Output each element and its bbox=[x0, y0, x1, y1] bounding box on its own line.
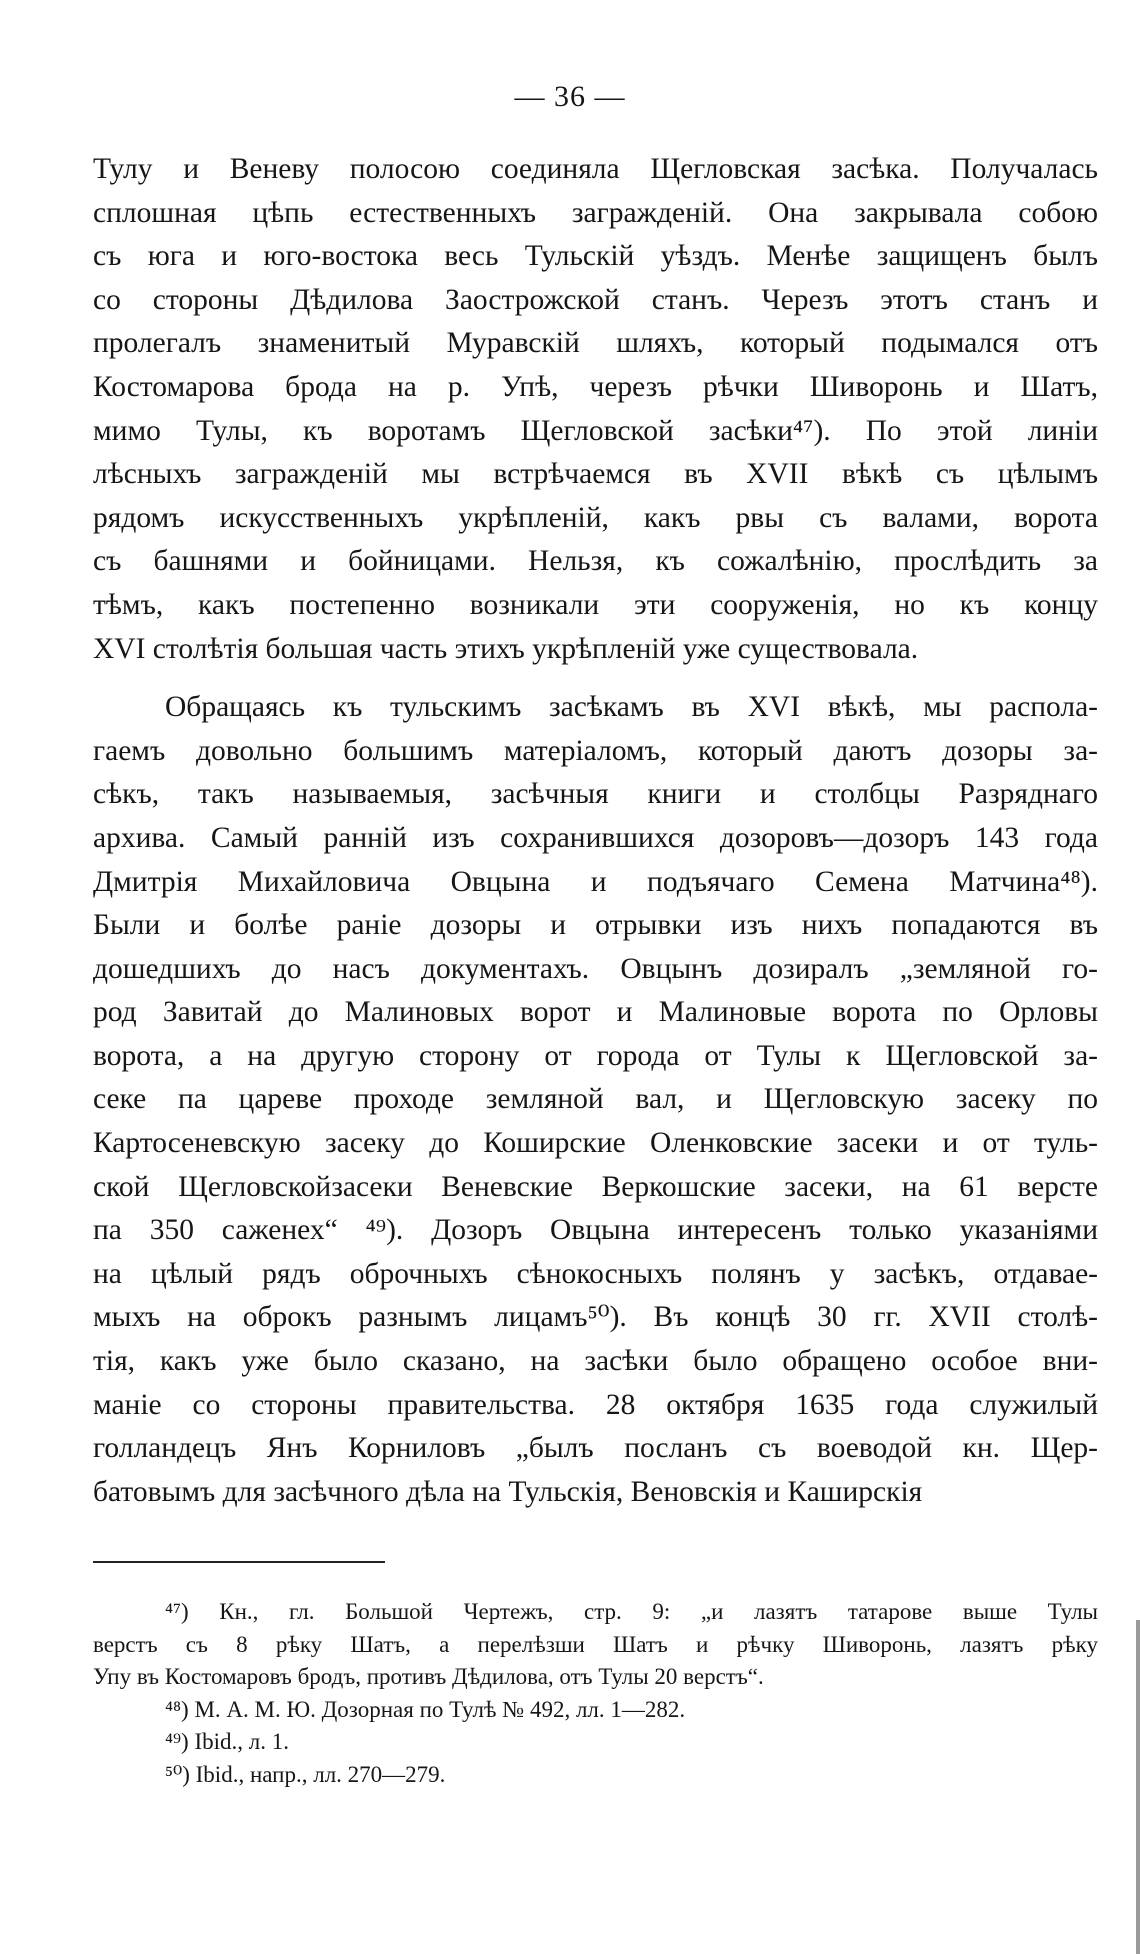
footnote-separator bbox=[93, 1561, 385, 1563]
text-line: пролегалъ знаменитый Муравскій шляхъ, который подымался отъ bbox=[93, 327, 1098, 360]
text-line: XVI столѣтія большая часть этихъ укрѣпленій уже существовала. bbox=[93, 632, 919, 665]
text-line: со стороны Дѣдилова Заострожской станъ. Черезъ этотъ станъ и bbox=[93, 283, 1098, 316]
text-line: ской Щегловскойзасеки Веневские Веркошские засеки, на 61 версте bbox=[93, 1170, 1098, 1203]
paragraph-gap bbox=[93, 671, 1098, 686]
footnote-line: ⁴⁹) Ibid., л. 1. bbox=[165, 1729, 289, 1754]
text-line: дошедшихъ до насъ документахъ. Овцынъ дозиралъ „земляной го- bbox=[93, 952, 1098, 985]
text-line: ворота, а на другую сторону от города от Тулы к Щегловской за- bbox=[93, 1039, 1098, 1072]
text-line: сплошная цѣпь естественныхъ загражденій. Она закрывала собою bbox=[93, 196, 1098, 229]
page-number: — 36 — bbox=[514, 80, 626, 113]
text-line: на цѣлый рядъ оброчныхъ сѣнокосныхъ полянъ у засѣкъ, отдавае- bbox=[93, 1257, 1098, 1290]
text-line: род Завитай до Малиновых ворот и Малиновые ворота по Орловы bbox=[93, 996, 1098, 1029]
text-line: Костомарова брода на р. Упѣ, черезъ рѣчки Шиворонь и Шатъ, bbox=[93, 370, 1098, 403]
footnotes bbox=[93, 1596, 1098, 1791]
text-line: Были и болѣе раніе дозоры и отрывки изъ нихъ попадаются въ bbox=[93, 909, 1098, 942]
text-line: маніе со стороны правительства. 28 октября 1635 года служилый bbox=[93, 1388, 1098, 1421]
text-line: рядомъ искусственныхъ укрѣпленій, какъ рвы съ валами, ворота bbox=[93, 501, 1098, 534]
text-line: батовымъ для засѣчного дѣла на Тульскія, Веновскія и Каширскія bbox=[93, 1475, 923, 1508]
text-line: Обращаясь къ тульскимъ засѣкамъ въ XVI вѣкѣ, мы располa- bbox=[165, 691, 1098, 724]
footnote-line: Упу въ Костомаровъ бродъ, противъ Дѣдилова, отъ Тулы 20 верстъ“. bbox=[93, 1664, 764, 1689]
footnote-line: ⁵⁰) Ibid., напр., лл. 270—279. bbox=[165, 1761, 446, 1787]
text-line: па 350 саженех“ ⁴⁹). Дозоръ Овцына интересенъ только указаніями bbox=[93, 1214, 1098, 1247]
text-line: съ башнями и бойницами. Нельзя, къ сожалѣнію, прослѣдить за bbox=[93, 545, 1098, 578]
text-line: архива. Самый ранній изъ сохранившихся дозоровъ—дозоръ 143 года bbox=[93, 821, 1098, 854]
text-line: съ юга и юго-востока весь Тульскій уѣздъ. Менѣе защищенъ былъ bbox=[93, 240, 1098, 273]
text-line: Дмитрія Михайловича Овцына и подъячаго Семена Матчина⁴⁸). bbox=[93, 865, 1098, 898]
text-line: лѣсныхъ загражденій мы встрѣчаемся въ XVII вѣкѣ съ цѣлымъ bbox=[93, 458, 1098, 491]
scan-edge-shadow bbox=[1136, 1620, 1140, 1954]
text-line: Картосеневскую засеку до Коширские Оленковские засеки и от туль- bbox=[93, 1127, 1098, 1160]
main-text bbox=[93, 148, 1098, 1514]
text-line: сѣкъ, такъ называемыя, засѣчныя книги и столбцы Разряднаго bbox=[93, 778, 1098, 811]
text-line: гаемъ довольно большимъ матеріаломъ, который даютъ дозоры за- bbox=[93, 734, 1098, 767]
text-line: мыхъ на оброкъ разнымъ лицамъ⁵⁰). Въ концѣ 30 гг. XVII столѣ- bbox=[93, 1301, 1098, 1334]
footnote-line: ⁴⁷) Кн., гл. Большой Чертежъ, стр. 9: „и лазятъ татарове выше Тулы bbox=[165, 1599, 1098, 1624]
text-line: мимо Тулы, къ воротамъ Щегловской засѣки⁴⁷). По этой линіи bbox=[93, 414, 1098, 447]
text-line: голландецъ Янъ Корниловъ „былъ посланъ съ воеводой кн. Щер- bbox=[93, 1432, 1098, 1465]
text-line: тія, какъ уже было сказано, на засѣки было обращено особое вни- bbox=[93, 1345, 1098, 1378]
text-line: Тулу и Веневу полосою соединяла Щегловская засѣка. Получалась bbox=[93, 153, 1098, 185]
text-line: тѣмъ, какъ постепенно возникали эти сооруженія, но къ концу bbox=[93, 588, 1098, 621]
footnote-line: ⁴⁸) М. А. М. Ю. Дозорная по Тулѣ № 492, лл. 1—282. bbox=[165, 1696, 686, 1722]
text-line: секе па цареве проходе земляной вал, и Щегловскую засеку по bbox=[93, 1083, 1098, 1116]
footnote-line: верстъ съ 8 рѣку Шатъ, а перелѣзши Шатъ и рѣчку Шиворонь, лазятъ рѣку bbox=[93, 1631, 1098, 1657]
